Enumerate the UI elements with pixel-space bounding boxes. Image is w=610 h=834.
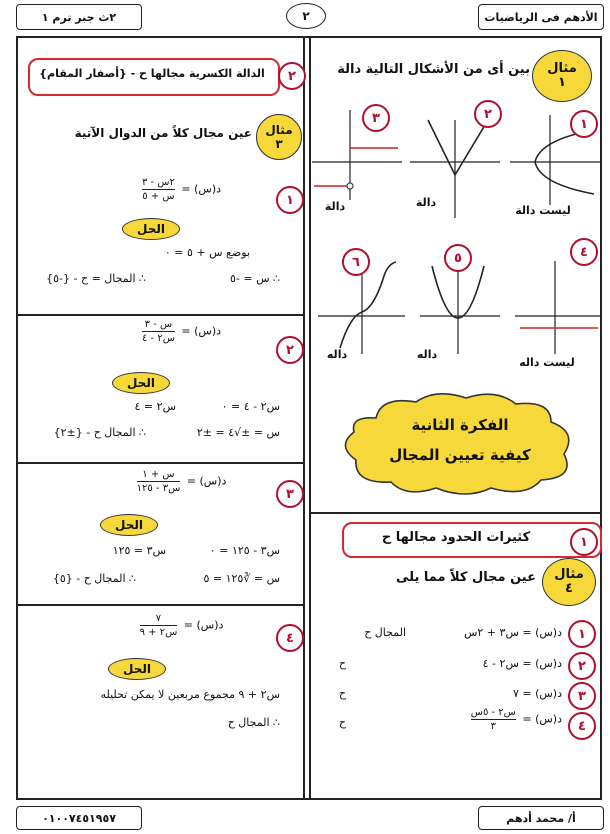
problem3-frac-den: س٣ - ١٢٥ — [136, 483, 181, 494]
problem2-step4-text: ∴ المجال ح - {±٢} — [53, 426, 146, 439]
example3-badge-label: مثال — [265, 123, 293, 137]
problem3-step1-text: س٣ - ١٢٥ = ٠ — [209, 544, 280, 557]
graph-1-number — [570, 110, 598, 138]
problem4-fraction — [140, 612, 178, 639]
ex4-item4-frac-num: س٢ - ٥س — [470, 707, 516, 718]
problem2-solution-label — [112, 372, 170, 394]
graph-5-number-text: ٥ — [454, 250, 462, 266]
problem2-lhs: د(س) = — [181, 324, 222, 338]
problem2-number — [276, 336, 304, 364]
problem4-frac-num: ٧ — [155, 613, 162, 624]
left-rule-3 — [18, 604, 303, 606]
graph-5-caption — [402, 348, 452, 361]
problem2-solution-text: الحل — [127, 376, 155, 390]
graph-4-number-text: ٤ — [580, 244, 588, 260]
example1-badge-label: مثال — [547, 61, 577, 76]
section2-title-text: الدالة الكسرية مجالها ح - {أصفار المقام} — [39, 67, 265, 80]
center-divider-1 — [303, 38, 305, 798]
idea-cloud-line1 — [360, 416, 560, 434]
footer-phone-box — [16, 806, 142, 830]
ex4-item4-fraction — [471, 706, 516, 733]
ex4-item3-answer — [326, 687, 346, 700]
problem1-frac-num: ٢س - ٣ — [141, 177, 175, 188]
ex4-item1-expr — [410, 626, 562, 639]
ex4-item3-expr-text: د(س) = ٧ — [512, 687, 562, 700]
problem1-step3-text: ∴ المجال = ح - {-٥} — [46, 272, 146, 285]
example4-prompt — [330, 570, 536, 585]
graph-4-caption-text: ليست داله — [519, 356, 575, 369]
graph-5-caption-text: داله — [416, 348, 438, 361]
graph-2-number — [474, 100, 502, 128]
idea-cloud-line1-text: الفكرة الثانية — [411, 416, 509, 434]
problem1-expr — [90, 176, 270, 203]
example4-badge — [542, 558, 596, 606]
problem4-number — [276, 624, 304, 652]
problem3-solution-text: الحل — [115, 518, 143, 532]
ex4-item2-answer — [326, 657, 346, 670]
problem3-step2-text: س٣ = ١٢٥ — [112, 544, 166, 557]
problem1-step1 — [80, 246, 250, 259]
ex4-item2-answer-text: ح — [338, 657, 346, 670]
graph-1-number-text: ١ — [580, 116, 588, 132]
problem3-step4-text: ∴ المجال ح - {٥} — [52, 572, 136, 585]
graph-3-number-text: ٣ — [372, 110, 380, 126]
ex4-item4-number-text: ٤ — [578, 718, 586, 734]
graph-6-number-text: ٦ — [352, 254, 360, 270]
ex4-item1-number-text: ١ — [578, 626, 586, 642]
problem4-step2 — [120, 716, 280, 729]
problem4-step1 — [22, 688, 280, 701]
problem2-fraction — [142, 318, 175, 345]
right-edge — [600, 36, 602, 800]
left-rule-1 — [18, 314, 303, 316]
example4-badge-label: مثال — [554, 567, 584, 582]
idea-cloud-shape — [336, 388, 582, 500]
example3-prompt-text: عين مجال كلاً من الدوال الآتية — [74, 126, 252, 140]
graph-2-caption-text: دالة — [415, 196, 437, 209]
problem2-expr — [90, 318, 270, 345]
problem2-frac-den: س٢ - ٤ — [141, 333, 175, 344]
graph-3-number — [362, 104, 390, 132]
problem1-solution-text: الحل — [137, 222, 165, 236]
graph-6-caption — [312, 348, 362, 361]
graph-5 — [420, 261, 500, 354]
problem2-step3-text: س = ±√٤ = ±٢ — [196, 426, 280, 439]
section2-number — [278, 62, 306, 90]
problem4-lhs: د(س) = — [183, 618, 224, 632]
ex4-item4-number — [568, 712, 596, 740]
example3-badge-number: ٣ — [275, 137, 283, 151]
ex4-item3-number — [568, 682, 596, 710]
idea-cloud-line2-text: كيفية تعيين المجال — [389, 446, 531, 464]
ex4-item1-answer-text: المجال ح — [364, 626, 406, 639]
problem3-step1 — [170, 544, 280, 557]
problem3-solution-label — [100, 514, 158, 536]
ex4-item2-expr — [410, 657, 562, 670]
section1-title-text: كثيرات الحدود مجالها ح — [381, 530, 531, 545]
left-edge — [16, 36, 18, 800]
header-left-title — [16, 4, 142, 30]
problem3-step2 — [70, 544, 166, 557]
graph-1-caption-text: ليست دالة — [515, 204, 571, 217]
header-right-title — [478, 4, 604, 30]
ex4-item3-number-text: ٣ — [578, 688, 586, 704]
problem4-step1-text: س٢ + ٩ مجموع مربعين لا يمكن تحليله — [100, 688, 280, 701]
problem2-step1 — [180, 400, 280, 413]
problem4-number-text: ٤ — [286, 630, 294, 646]
problem3-step4 — [22, 572, 136, 585]
example4-badge-number: ٤ — [565, 581, 573, 596]
footer-phone-text: ٠١٠٠٧٤٥١٩٥٧ — [42, 811, 116, 825]
graph-6-caption-text: داله — [326, 348, 348, 361]
problem1-number-text: ١ — [286, 192, 294, 208]
problem2-step3 — [150, 426, 280, 439]
problem2-step4 — [22, 426, 146, 439]
problem2-number-text: ٢ — [286, 342, 294, 358]
graph-3-caption — [310, 200, 360, 213]
footer-name-text: أ/ محمد أدهم — [506, 811, 576, 825]
page-number-text: ٢ — [302, 9, 310, 23]
example3-prompt — [30, 126, 252, 140]
graph-4-number — [570, 238, 598, 266]
problem4-solution-text: الحل — [123, 662, 151, 676]
ex4-item1-number — [568, 620, 596, 648]
section1-number-text: ١ — [580, 534, 588, 550]
problem1-lhs: د(س) = — [181, 182, 222, 196]
ex4-item4-answer-text: ح — [338, 716, 346, 729]
header-left-title-text: ٢ث جبر ترم ١ — [41, 10, 117, 24]
example4-prompt-text: عين مجال كلاً مما يلى — [396, 570, 536, 585]
ex4-item2-expr-text: د(س) = س٢ - ٤ — [482, 657, 562, 670]
ex4-item1-answer — [326, 626, 406, 639]
ex4-item4-lhs: د(س) = — [522, 712, 562, 726]
idea-cloud-line2 — [360, 446, 560, 464]
example1-badge — [532, 50, 592, 102]
problem4-expr — [90, 612, 270, 639]
problem3-number-text: ٣ — [286, 486, 294, 502]
graph-2-caption — [396, 196, 456, 209]
ex4-item1-expr-text: د(س) = س٣ + ٢س — [463, 626, 562, 639]
footer-name-box — [478, 806, 604, 830]
problem1-step1-text: بوضع س + ٥ = ٠ — [164, 246, 250, 259]
left-rule-2 — [18, 462, 303, 464]
problem1-solution-label — [122, 218, 180, 240]
problem1-step2 — [150, 272, 280, 285]
problem2-step2 — [100, 400, 176, 413]
ex4-item4-expr — [380, 706, 562, 733]
ex4-item3-answer-text: ح — [338, 687, 346, 700]
header-right-title-text: الأدهم فى الرياضيات — [484, 10, 598, 24]
problem1-frac-den: س + ٥ — [142, 191, 175, 202]
ex4-item4-frac-den: ٣ — [490, 721, 496, 732]
problem4-frac-den: س٢ + ٩ — [139, 627, 178, 638]
problem1-number — [276, 186, 304, 214]
problem3-step3 — [140, 572, 280, 585]
problem4-step2-text: ∴ المجال ح — [227, 716, 280, 729]
section1-title — [348, 530, 564, 545]
problem1-step3 — [22, 272, 146, 285]
example1-badge-number: ١ — [558, 75, 566, 90]
bottom-rule — [16, 798, 602, 800]
example1-prompt-text: بين أى من الأشكال التالية دالة — [337, 62, 530, 77]
graph-6-number — [342, 248, 370, 276]
section1-number — [570, 528, 598, 556]
graph-5-number — [444, 244, 472, 272]
graph-4 — [515, 261, 600, 354]
problem2-step2-text: س٢ = ٤ — [134, 400, 176, 413]
problem3-number — [276, 480, 304, 508]
ex4-item3-expr — [410, 687, 562, 700]
problem1-fraction — [142, 176, 175, 203]
problem3-frac-num: س + ١ — [142, 469, 175, 480]
section2-title — [32, 67, 272, 80]
graph-4-caption — [512, 356, 582, 369]
page-number — [286, 3, 326, 29]
example1-prompt — [318, 62, 530, 77]
graph-3-caption-text: دالة — [324, 200, 346, 213]
problem3-step3-text: س = ∛١٢٥ = ٥ — [203, 572, 280, 585]
example3-badge — [256, 114, 302, 160]
ex4-item2-number — [568, 652, 596, 680]
graph-2-number-text: ٢ — [484, 106, 492, 122]
problem3-expr — [90, 468, 270, 495]
problem1-step2-text: ∴ س = -٥ — [229, 272, 280, 285]
problem2-step1-text: س٢ - ٤ = ٠ — [221, 400, 280, 413]
graph-1-caption — [498, 204, 588, 217]
problem3-fraction — [137, 468, 181, 495]
section2-number-text: ٢ — [288, 68, 296, 84]
ex4-item2-number-text: ٢ — [578, 658, 586, 674]
right-col-rule — [311, 512, 600, 514]
problem4-solution-label — [108, 658, 166, 680]
problem2-frac-num: س - ٣ — [144, 319, 173, 330]
ex4-item4-answer — [326, 716, 346, 729]
problem3-lhs: د(س) = — [186, 474, 227, 488]
